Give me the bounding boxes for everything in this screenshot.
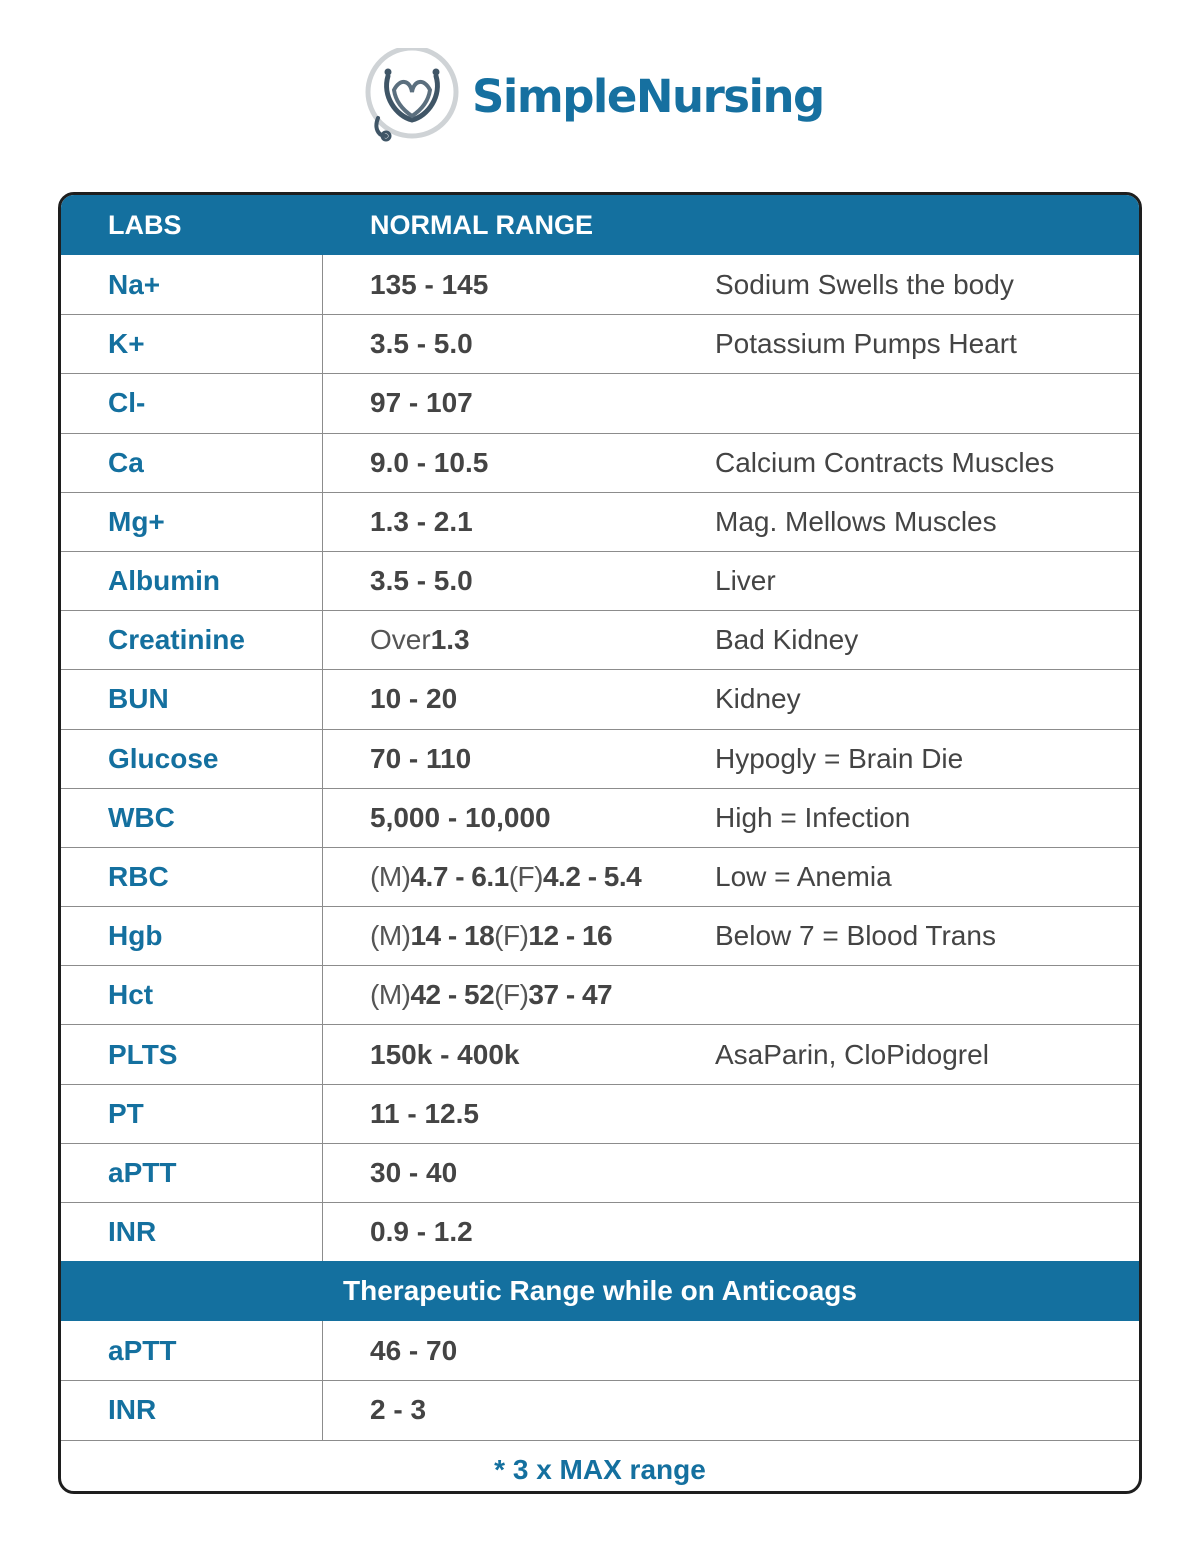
table-row [61, 669, 1139, 728]
brand-logo [360, 48, 824, 144]
lab-name: INR [61, 1381, 323, 1439]
normal-range [323, 730, 471, 788]
lab-name: WBC [61, 789, 323, 847]
lab-name: Na+ [61, 255, 323, 314]
female-label: (F) [494, 920, 529, 952]
range-value: 1.3 [430, 624, 470, 656]
lab-name: Hct [61, 966, 323, 1024]
range-value: 97 - 107 [370, 387, 473, 419]
lab-name: Mg+ [61, 493, 323, 551]
lab-name: Cl- [61, 374, 323, 432]
table-row [61, 729, 1139, 788]
normal-range [323, 255, 488, 314]
normal-range [323, 493, 473, 551]
range-value: 70 - 110 [370, 742, 472, 774]
lab-name: BUN [61, 670, 323, 728]
normal-range [323, 611, 470, 669]
mnemonic-note: Liver [715, 565, 776, 597]
table-row [61, 1380, 1139, 1439]
lab-name: Albumin [61, 552, 323, 610]
normal-range [323, 966, 612, 1024]
normal-range [323, 1321, 457, 1380]
normal-range [323, 315, 473, 373]
table-row [61, 1202, 1139, 1261]
table-row [61, 1024, 1139, 1083]
mnemonic-note: Low = Anemia [715, 860, 892, 892]
lab-name: Creatinine [61, 611, 323, 669]
lab-name: PT [61, 1085, 323, 1143]
range-value: 3.5 - 5.0 [370, 565, 473, 597]
female-label: (F) [508, 860, 543, 892]
normal-range [323, 1085, 479, 1143]
normal-range [323, 1381, 426, 1439]
lab-name: INR [61, 1203, 323, 1261]
table-row [61, 551, 1139, 610]
table-row [61, 314, 1139, 373]
table-row [61, 1321, 1139, 1380]
table-row [61, 788, 1139, 847]
normal-range [323, 434, 488, 492]
male-label: (M) [370, 979, 411, 1011]
male-range: 4.7 - 6.1 [410, 860, 509, 892]
range-value: 150k - 400k [370, 1038, 520, 1070]
mnemonic-note: AsaParin, CloPidogrel [715, 1038, 989, 1070]
lab-name: RBC [61, 848, 323, 906]
therapeutic-band: Therapeutic Range while on Anticoags [61, 1261, 1139, 1321]
table-row [61, 1084, 1139, 1143]
normal-range [323, 374, 473, 432]
normal-range [323, 1203, 473, 1261]
male-range: 14 - 18 [410, 920, 495, 952]
lab-name: Glucose [61, 730, 323, 788]
table-row [61, 610, 1139, 669]
footer-note: * 3 x MAX range [61, 1440, 1139, 1494]
range-value: 46 - 70 [370, 1334, 458, 1366]
mnemonic-note: Mag. Mellows Muscles [715, 505, 997, 537]
mnemonic-note: Hypogly = Brain Die [715, 742, 964, 774]
stethoscope-heart-icon [360, 48, 460, 144]
female-label: (F) [494, 979, 529, 1011]
lab-name: K+ [61, 315, 323, 373]
range-value: 11 - 12.5 [370, 1097, 479, 1129]
lab-name: aPTT [61, 1144, 323, 1202]
table-row [61, 847, 1139, 906]
table-row [61, 433, 1139, 492]
lab-name: aPTT [61, 1321, 323, 1380]
range-value: 10 - 20 [370, 683, 458, 715]
mnemonic-note: Below 7 = Blood Trans [715, 920, 996, 952]
labs-table [58, 192, 1142, 1494]
mnemonic-note: Calcium Contracts Muscles [715, 446, 1055, 478]
range-prefix: Over [370, 624, 431, 656]
mnemonic-note: Potassium Pumps Heart [715, 328, 1017, 360]
range-value: 30 - 40 [370, 1156, 458, 1188]
brand-name: SimpleNursing [472, 69, 824, 123]
range-value: 2 - 3 [370, 1394, 427, 1426]
normal-range [323, 1025, 519, 1083]
female-range: 12 - 16 [528, 920, 613, 952]
table-row [61, 373, 1139, 432]
normal-range [323, 789, 551, 847]
lab-name: Hgb [61, 907, 323, 965]
female-range: 4.2 - 5.4 [542, 860, 642, 892]
table-row [61, 255, 1139, 314]
table-row [61, 965, 1139, 1024]
table-row [61, 492, 1139, 551]
normal-range [323, 552, 473, 610]
male-label: (M) [370, 860, 411, 892]
mnemonic-note: High = Infection [715, 801, 911, 833]
header-labs: LABS [108, 210, 182, 240]
range-value: 9.0 - 10.5 [370, 446, 489, 478]
normal-range [323, 670, 457, 728]
normal-range [323, 848, 641, 906]
lab-name: PLTS [61, 1025, 323, 1083]
mnemonic-note: Sodium Swells the body [715, 268, 1014, 300]
range-value: 3.5 - 5.0 [370, 328, 473, 360]
table-row [61, 906, 1139, 965]
range-value: 1.3 - 2.1 [370, 505, 473, 537]
lab-name: Ca [61, 434, 323, 492]
header-normal-range: NORMAL RANGE [370, 210, 594, 240]
normal-range [323, 1144, 457, 1202]
table-header [61, 195, 1139, 255]
table-row [61, 1143, 1139, 1202]
range-value: 135 - 145 [370, 268, 489, 300]
range-value: 0.9 - 1.2 [370, 1216, 473, 1248]
range-value: 5,000 - 10,000 [370, 801, 551, 833]
mnemonic-note: Bad Kidney [715, 624, 859, 656]
male-label: (M) [370, 920, 411, 952]
mnemonic-note: Kidney [715, 683, 801, 715]
female-range: 37 - 47 [528, 979, 613, 1011]
male-range: 42 - 52 [410, 979, 495, 1011]
normal-range [323, 907, 612, 965]
